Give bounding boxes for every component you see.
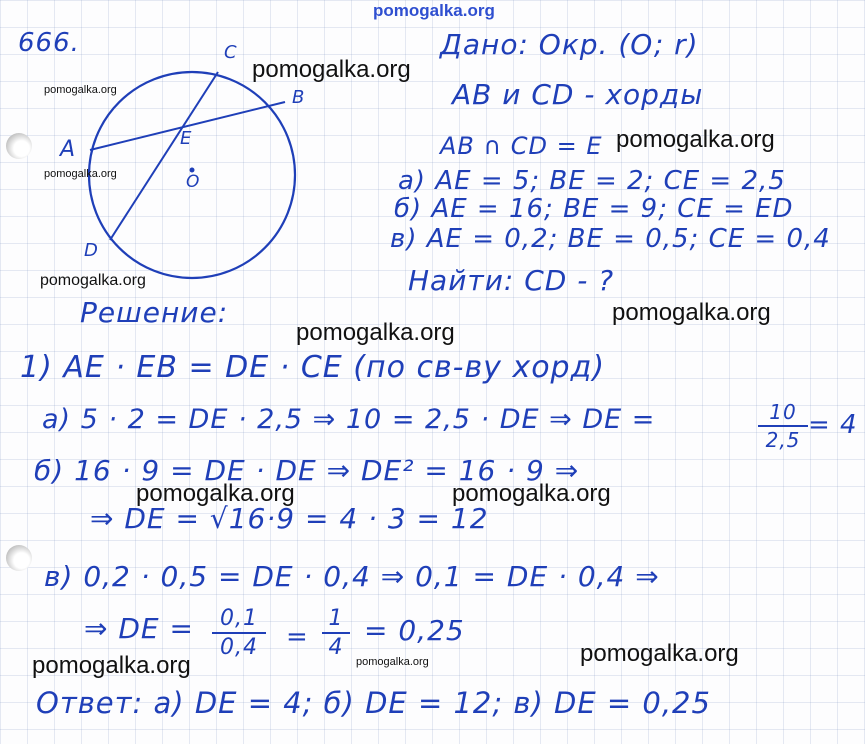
point-label-d: D xyxy=(84,240,99,261)
watermark: pomogalka.org xyxy=(580,640,739,667)
fraction-c2-numerator: 1 xyxy=(328,606,344,631)
given-a: а) AE = 5; BE = 2; CE = 2,5 xyxy=(398,166,786,196)
find-line: Найти: CD - ? xyxy=(408,264,615,297)
solution-heading: Решение: xyxy=(80,296,229,329)
solution-c-result: = 0,25 xyxy=(364,614,465,647)
point-label-e: E xyxy=(180,128,193,149)
given-line-2: AB и CD - хорды xyxy=(452,78,704,111)
point-label-b: B xyxy=(292,87,306,108)
fraction-bar xyxy=(212,632,266,634)
watermark: pomogalka.org xyxy=(44,168,117,180)
watermark: pomogalka.org xyxy=(44,84,117,96)
chord-cd xyxy=(110,72,218,240)
watermark: pomogalka.org xyxy=(252,56,411,83)
fraction-a-denominator: 2,5 xyxy=(765,428,801,452)
fraction-bar xyxy=(758,425,808,427)
fraction-c1-denominator: 0,4 xyxy=(220,635,258,660)
watermark: pomogalka.org xyxy=(296,319,455,346)
solution-step-1: 1) AE · EB = DE · CE (по св-ву хорд) xyxy=(20,350,606,385)
point-label-o: O xyxy=(186,172,201,192)
point-label-c: C xyxy=(224,42,238,63)
watermark: pomogalka.org xyxy=(32,652,191,679)
solution-b: б) 16 · 9 = DE · DE ⇒ DE² = 16 · 9 ⇒ xyxy=(34,454,580,487)
solution-a: а) 5 · 2 = DE · 2,5 ⇒ 10 = 2,5 · DE ⇒ DE = xyxy=(42,404,656,435)
answer-line: Ответ: а) DE = 4; б) DE = 12; в) DE = 0,25 xyxy=(36,686,711,720)
given-b: б) AE = 16; BE = 9; CE = ED xyxy=(394,194,794,224)
watermark: pomogalka.org xyxy=(136,480,295,507)
solution-b-line-2: ⇒ DE = √16·9 = 4 · 3 = 12 xyxy=(90,502,489,535)
solution-c-equals: = xyxy=(286,622,309,652)
solution-c: в) 0,2 · 0,5 = DE · 0,4 ⇒ 0,1 = DE · 0,4 ⇒ xyxy=(44,560,660,593)
watermark: pomogalka.org xyxy=(356,656,429,668)
watermark: pomogalka.org xyxy=(452,480,611,507)
point-label-a: A xyxy=(60,137,77,162)
solution-c-prefix: ⇒ DE = xyxy=(84,612,194,645)
fraction-a xyxy=(758,400,808,452)
top-watermark: pomogalka.org xyxy=(373,1,495,20)
given-line-3: AB ∩ CD = E xyxy=(440,132,603,160)
given-line-1: Дано: Окр. (O; r) xyxy=(440,28,699,61)
fraction-c2-denominator: 4 xyxy=(328,635,344,660)
fraction-a-numerator: 10 xyxy=(769,400,797,424)
watermark: pomogalka.org xyxy=(612,299,771,326)
watermark: pomogalka.org xyxy=(40,272,146,289)
problem-number: 666. xyxy=(18,28,80,58)
solution-a-result: = 4 xyxy=(808,410,858,440)
watermark: pomogalka.org xyxy=(616,126,775,153)
fraction-c-2 xyxy=(322,606,350,660)
fraction-c1-numerator: 0,1 xyxy=(220,606,258,631)
fraction-c-1 xyxy=(212,606,266,660)
given-c: в) AE = 0,2; BE = 0,5; CE = 0,4 xyxy=(390,224,831,254)
fraction-bar xyxy=(322,632,350,634)
